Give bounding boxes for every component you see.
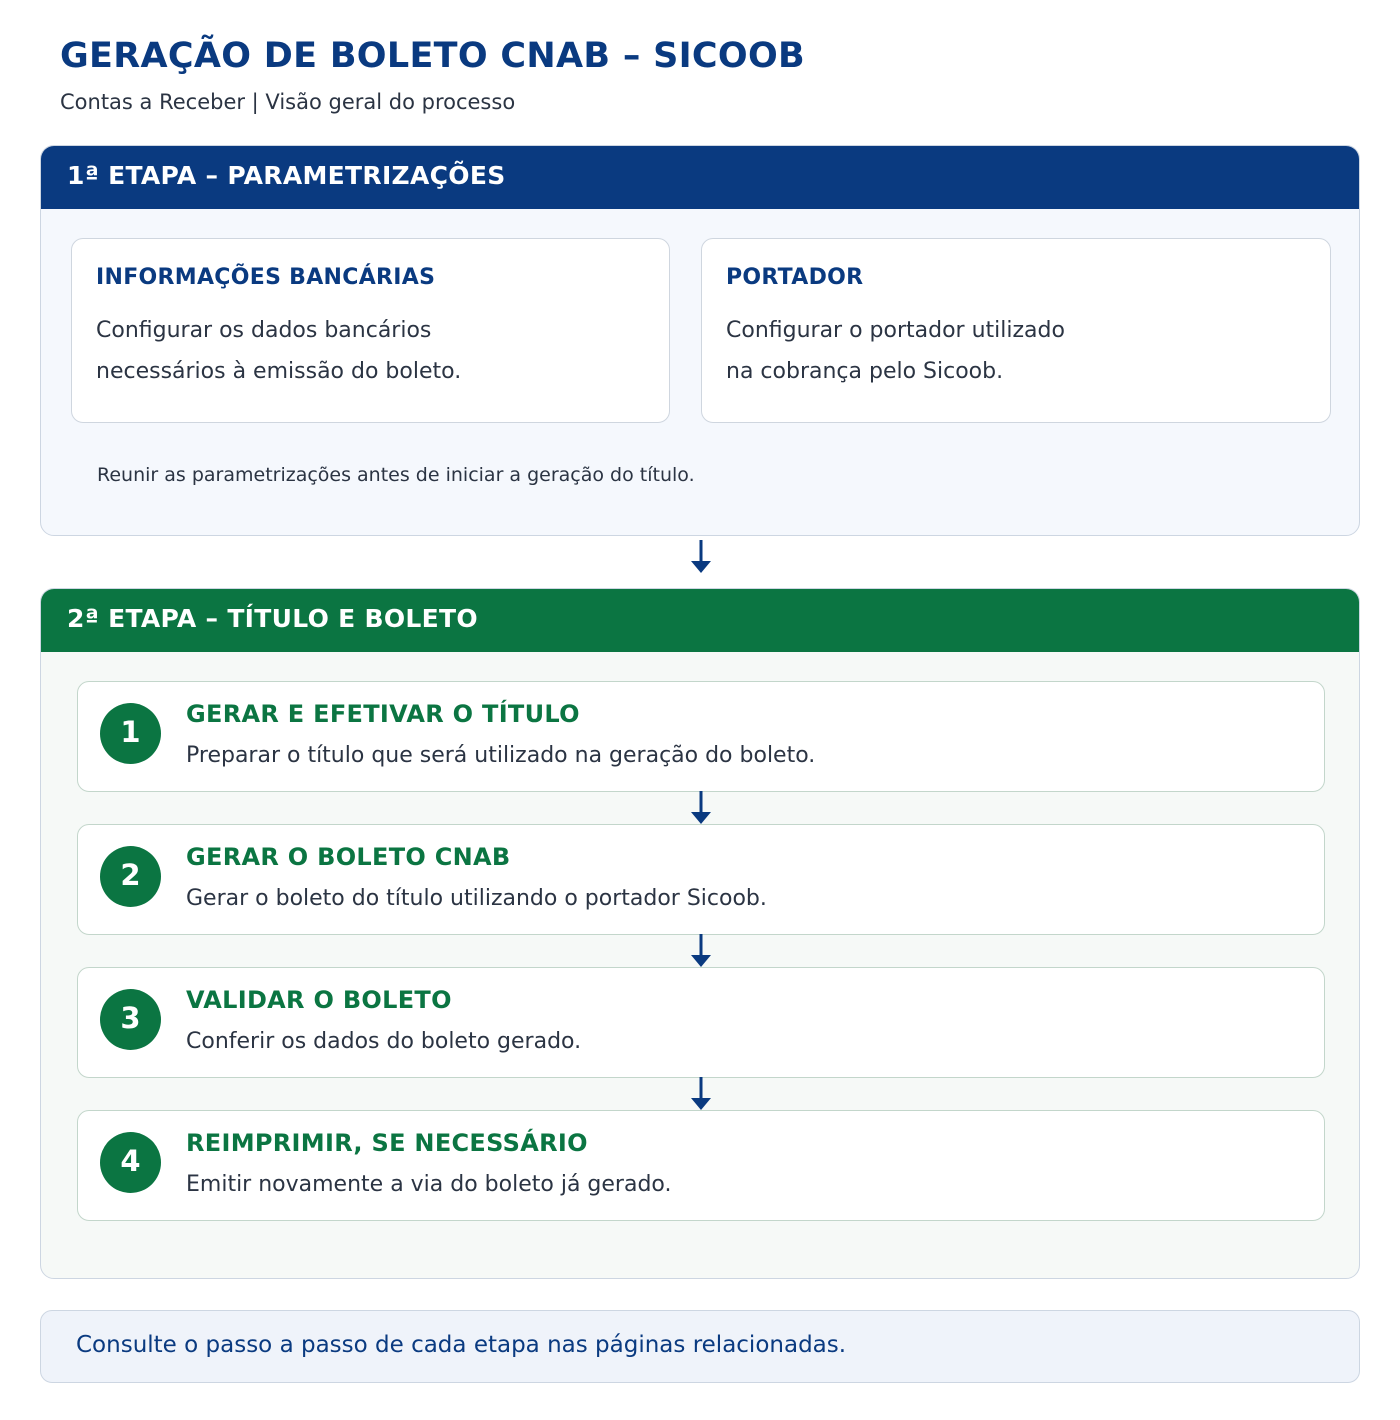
step-number-badge: 1 (100, 703, 161, 764)
stage-header: 2ª ETAPA – TÍTULO E BOLETO (41, 589, 1359, 652)
footer-note: Consulte o passo a passo de cada etapa nas páginas relacionadas. (40, 1310, 1360, 1383)
card-title: PORTADOR (726, 265, 864, 290)
step-validar-boleto (77, 967, 1325, 1078)
step-reimprimir (77, 1110, 1325, 1221)
step-gerar-efetivar-titulo (77, 681, 1325, 792)
step-text: Preparar o título que será utilizado na geração do boleto. (186, 743, 816, 768)
step-title: GERAR O BOLETO CNAB (186, 843, 511, 871)
step-text: Gerar o boleto do título utilizando o portador Sicoob. (186, 886, 767, 911)
step-number-badge: 3 (100, 989, 161, 1050)
step-number-badge: 4 (100, 1132, 161, 1193)
card-text: Configurar os dados bancários necessários à emissão do boleto. (96, 318, 462, 384)
arrow-down-icon (690, 791, 712, 825)
arrow-down-icon (690, 934, 712, 968)
card-text: Configurar o portador utilizado na cobrança pelo Sicoob. (726, 318, 1065, 384)
step-text: Emitir novamente a via do boleto já gerado. (186, 1172, 672, 1197)
stage-header: 1ª ETAPA – PARAMETRIZAÇÕES (41, 146, 1359, 209)
step-number-badge: 2 (100, 846, 161, 907)
card-portador (701, 238, 1331, 423)
arrow-down-icon (690, 1077, 712, 1111)
card-title: INFORMAÇÕES BANCÁRIAS (96, 265, 436, 290)
page-subtitle: Contas a Receber | Visão geral do processo (60, 90, 516, 114)
card-informacoes-bancarias (71, 238, 670, 423)
step-gerar-boleto-cnab (77, 824, 1325, 935)
step-title: VALIDAR O BOLETO (186, 986, 452, 1014)
step-title: GERAR E EFETIVAR O TÍTULO (186, 700, 580, 728)
step-title: REIMPRIMIR, SE NECESSÁRIO (186, 1129, 588, 1157)
arrow-down-icon (690, 540, 712, 574)
stage-parametrizacoes (40, 145, 1360, 536)
stage-note: Reunir as parametrizações antes de iniciar a geração do título. (97, 464, 695, 486)
page-title: GERAÇÃO DE BOLETO CNAB – SICOOB (60, 36, 806, 76)
step-text: Conferir os dados do boleto gerado. (186, 1029, 582, 1054)
